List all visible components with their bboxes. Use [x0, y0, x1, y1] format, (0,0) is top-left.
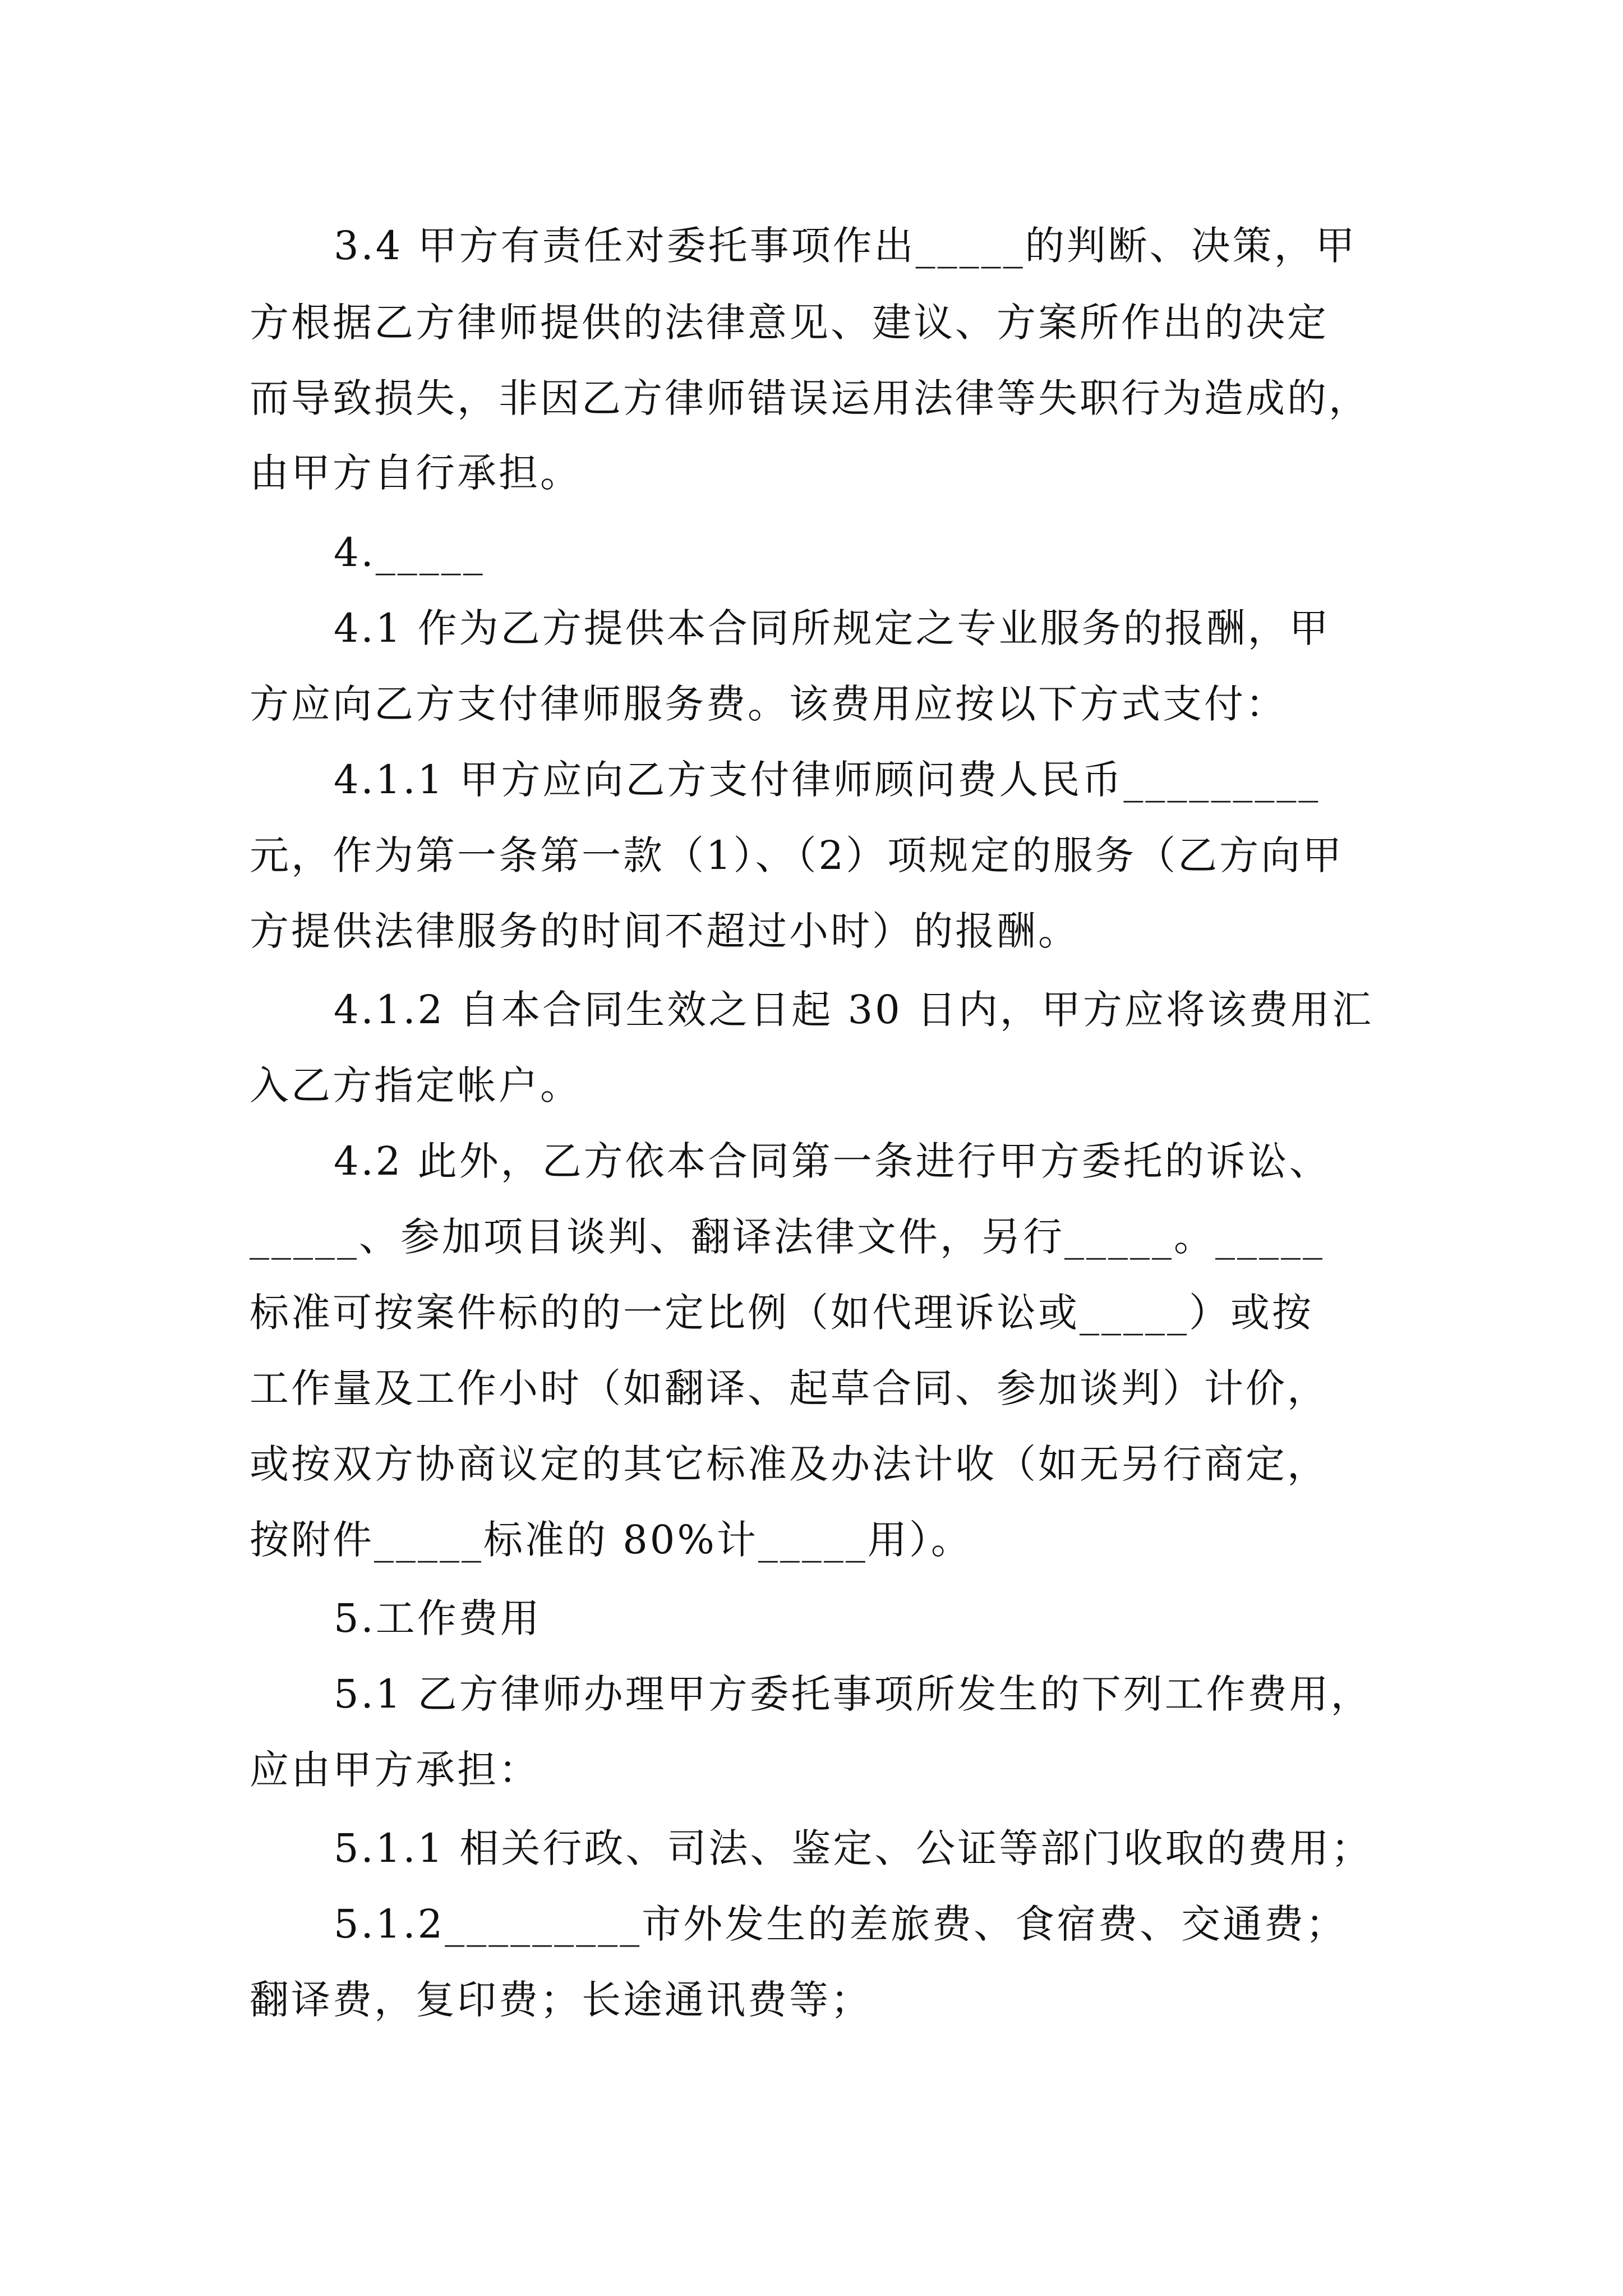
text-line: 5.1.2_________市外发生的差旅费、食宿费、交通费； [334, 1901, 1348, 1947]
text-line: 元，作为第一条第一款（1）、（2）项规定的服务（乙方向甲 [250, 832, 1344, 878]
text-line: 4.1 作为乙方提供本合同所规定之专业服务的报酬，甲 [334, 605, 1331, 651]
text-line: 翻译费，复印费；长途通讯费等； [250, 1977, 872, 2023]
text-line: 4.2 此外，乙方依本合同第一条进行甲方委托的诉讼、 [334, 1138, 1331, 1184]
text-line: 按附件_____标准的 80%计_____用）。 [250, 1517, 972, 1563]
text-line: 5.工作费用 [334, 1595, 542, 1641]
text-line: 应由甲方承担： [250, 1747, 540, 1793]
text-line: 方应向乙方支付律师服务费。该费用应按以下方式支付： [250, 681, 1287, 727]
text-line: 5.1 乙方律师办理甲方委托事项所发生的下列工作费用， [334, 1671, 1372, 1717]
text-line: 工作量及工作小时（如翻译、起草合同、参加谈判）计价， [250, 1365, 1329, 1411]
text-line: 3.4 甲方有责任对委托事项作出_____的判断、决策，甲 [334, 223, 1357, 269]
text-line: 4._____ [334, 530, 485, 576]
text-line: 由甲方自行承担。 [250, 450, 582, 496]
text-line: 标准可按案件标的的一定比例（如代理诉讼或_____）或按 [250, 1290, 1313, 1336]
text-line: 4.1.1 甲方应向乙方支付律师顾问费人民币_________ [334, 757, 1321, 803]
text-line: 方提供法律服务的时间不超过小时）的报酬。 [250, 908, 1080, 954]
text-line: 方根据乙方律师提供的法律意见、建议、方案所作出的决定 [250, 300, 1329, 346]
text-line: 或按双方协商议定的其它标准及办法计收（如无另行商定， [250, 1441, 1329, 1487]
text-line: 5.1.1 相关行政、司法、鉴定、公证等部门收取的费用； [334, 1825, 1373, 1871]
text-line: 入乙方指定帐户。 [250, 1062, 582, 1108]
text-line: 而导致损失，非因乙方律师错误运用法律等失职行为造成的， [250, 375, 1370, 421]
text-line: _____、参加项目谈判、翻译法律文件，另行_____。_____ [250, 1214, 1325, 1260]
text-line: 4.1.2 自本合同生效之日起 30 日内，甲方应将该费用汇 [334, 987, 1373, 1033]
